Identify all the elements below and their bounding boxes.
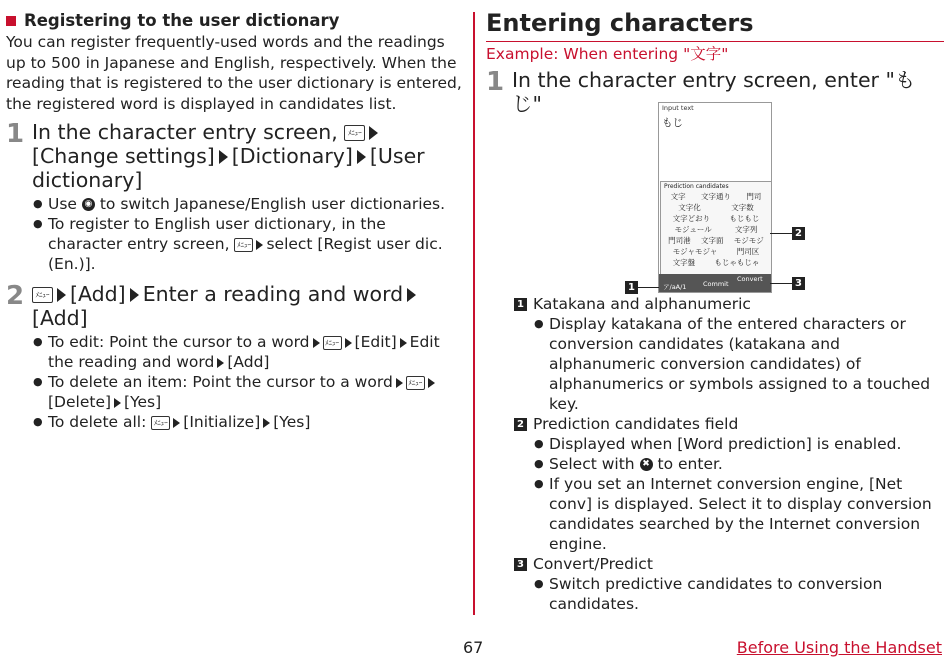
- right-triangle-icon: [263, 418, 270, 428]
- legend-item-2: 2 Prediction candidates field: [514, 414, 944, 434]
- example-heading: Example: When entering "文字": [486, 45, 729, 63]
- menu-key-icon: ﾒﾆｭｰ: [151, 416, 170, 430]
- right-triangle-icon: [114, 398, 121, 408]
- candidate-row: モジュール 文字列: [674, 225, 758, 234]
- callout-3: 3: [792, 277, 805, 290]
- callout-line: [637, 287, 659, 288]
- step-2: [6, 282, 464, 330]
- list-item: ● To edit: Point the cursor to a word ﾒﾆｭｰ [Edit] Edit the reading and word [Add]: [33, 332, 464, 372]
- step-number: 1: [6, 119, 25, 149]
- callout-line: [770, 283, 792, 284]
- right-triangle-icon: [357, 150, 366, 164]
- candidate-row: 門司港 文字面 モジモジ: [668, 236, 764, 245]
- candidate-row: 文字化 文字数: [678, 203, 754, 212]
- circle-key-icon: ✖: [640, 458, 653, 471]
- prediction-label: Prediction candidates: [664, 183, 729, 190]
- right-triangle-icon: [217, 358, 224, 368]
- callout-2: 2: [792, 227, 805, 240]
- list-item: ● Displayed when [Word prediction] is enabled.: [534, 434, 944, 454]
- step-text: In the character entry screen, enter "もじ": [512, 68, 916, 116]
- page-title: Entering characters: [486, 9, 754, 37]
- footer-link[interactable]: Before Using the Handset: [736, 638, 942, 657]
- menu-key-icon: ﾒﾆｭｰ: [344, 125, 365, 141]
- left-column: [6, 10, 464, 432]
- right-triangle-icon: [428, 378, 435, 388]
- candidate-row: モジャモジャ 門司区: [672, 247, 760, 256]
- candidate-row: 文字盤 もじゃもじゃ: [672, 258, 760, 267]
- intro-paragraph: You can register frequently-used words and the readings up to 500 in Japanese and English, respectively. When the reading that is registered to the user dictionary is entered, the registered word is displayed in candidates list.: [6, 33, 462, 113]
- right-triangle-icon: [396, 378, 403, 388]
- step-1-bullets: [6, 194, 464, 274]
- menu-key-icon: ﾒﾆｭｰ: [32, 287, 53, 303]
- step-number: 1: [486, 67, 505, 97]
- menu-key-icon: ﾒﾆｭｰ: [234, 238, 253, 252]
- right-triangle-icon: [313, 338, 320, 348]
- list-item: ● To register to English user dictionary, in the character entry screen, ﾒﾆｭｰ select [Regist user dic. (En.)].: [33, 214, 464, 274]
- callout-1: 1: [625, 281, 638, 294]
- list-item: ● Use ◉ to switch Japanese/English user dictionaries.: [33, 194, 464, 214]
- callout-line: [770, 233, 792, 234]
- commit-key: Commit: [703, 280, 729, 288]
- right-triangle-icon: [400, 338, 407, 348]
- page-number: 67: [463, 638, 484, 657]
- candidate-row: 文字どおり もじもじ: [672, 214, 760, 223]
- legend-number: 3: [514, 558, 527, 571]
- list-item: ● Switch predictive candidates to conversion candidates.: [534, 574, 944, 614]
- legend-1-bullets: [514, 314, 944, 414]
- legend-item-3: 3 Convert/Predict: [514, 554, 944, 574]
- step-1: [6, 120, 464, 192]
- right-triangle-icon: [345, 338, 352, 348]
- right-triangle-icon: [256, 240, 263, 250]
- list-item: ● To delete all: ﾒﾆｭｰ [Initialize] [Yes]: [33, 412, 464, 432]
- phone-screenshot: [658, 102, 772, 293]
- section-title: Registering to the user dictionary: [6, 10, 464, 32]
- list-item: ● To delete an item: Point the cursor to a word ﾒﾆｭｰ[Delete] [Yes]: [33, 372, 464, 412]
- circle-key-icon: ◉: [82, 198, 95, 211]
- legend-2-bullets: [514, 434, 944, 554]
- title-rule: [486, 41, 944, 42]
- menu-key-icon: ﾒﾆｭｰ: [406, 376, 425, 390]
- list-item: ● If you set an Internet conversion engine, [Net conv] is displayed. Select it to display conversion candidates searched by the Internet conversion engine.: [534, 474, 944, 554]
- input-label: Input text: [662, 104, 694, 112]
- legend-number: 1: [514, 298, 527, 311]
- right-triangle-icon: [219, 150, 228, 164]
- convert-key: Convert: [737, 275, 763, 283]
- legend: [514, 294, 944, 614]
- step-text: In the character entry screen, ﾒﾆｭｰ[Change settings] [Dictionary] [User dictionary]: [32, 120, 425, 192]
- step-2-bullets: [6, 332, 464, 432]
- list-item: ● Display katakana of the entered characters or conversion candidates (katakana and alphanumeric conversion candidates) of alphanumerics or symbols assigned to a touched key.: [534, 314, 944, 414]
- legend-item-1: 1 Katakana and alphanumeric: [514, 294, 944, 314]
- right-triangle-icon: [369, 126, 378, 140]
- right-triangle-icon: [173, 418, 180, 428]
- right-triangle-icon: [407, 288, 416, 302]
- candidate-row: 文字 文字通り 門司: [670, 192, 762, 201]
- square-bullet-icon: [6, 16, 16, 26]
- right-triangle-icon: [57, 288, 66, 302]
- right-triangle-icon: [130, 288, 139, 302]
- mode-key: ア/aA/1: [663, 283, 687, 291]
- step-text: ﾒﾆｭｰ [Add] Enter a reading and word[Add]: [32, 282, 464, 330]
- menu-key-icon: ﾒﾆｭｰ: [323, 336, 342, 350]
- step-number: 2: [6, 281, 25, 311]
- column-divider: [473, 12, 475, 615]
- legend-3-bullets: [514, 574, 944, 614]
- legend-number: 2: [514, 418, 527, 431]
- input-value: もじ: [662, 117, 683, 129]
- prediction-field: [660, 181, 772, 276]
- key-bar: [659, 274, 771, 292]
- list-item: ● Select with ✖ to enter.: [534, 454, 944, 474]
- right-column: [486, 8, 944, 613]
